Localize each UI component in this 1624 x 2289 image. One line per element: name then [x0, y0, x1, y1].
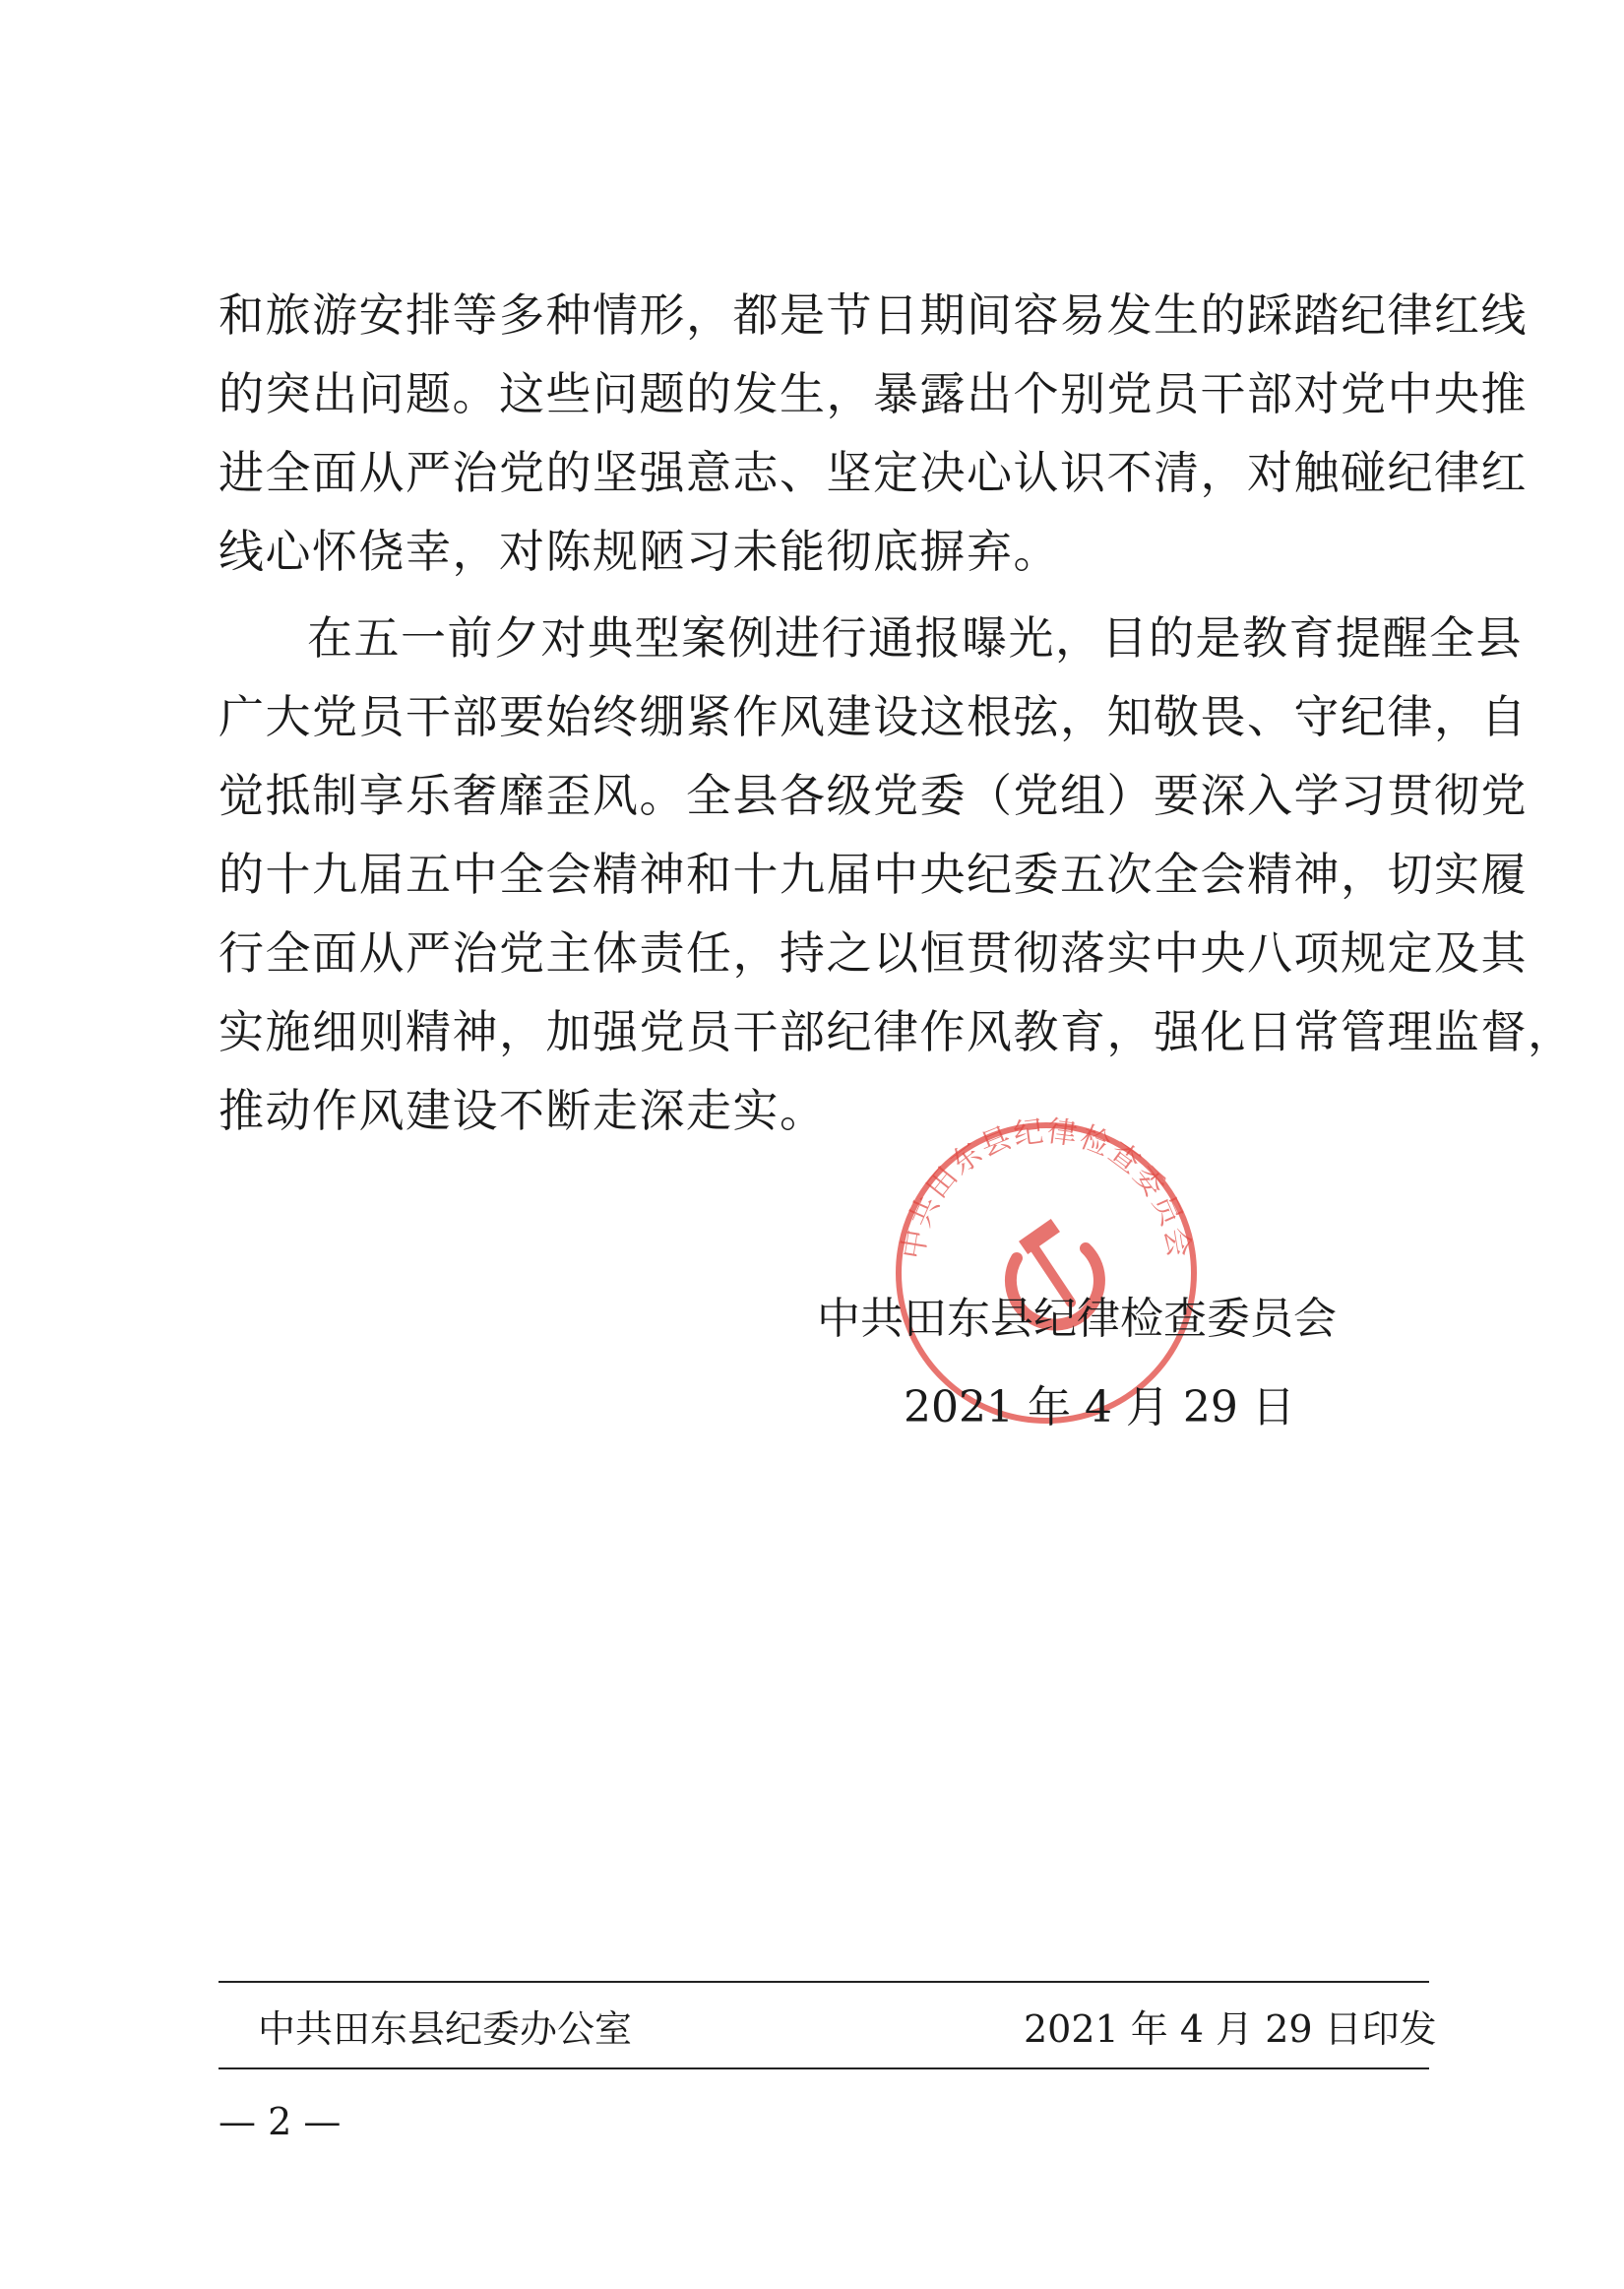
body-line-2: 的突出问题。这些问题的发生，暴露出个别党员干部对党中央推	[219, 367, 1528, 420]
footer-bottom-rule	[219, 2067, 1429, 2069]
body-line-4: 线心怀侥幸，对陈规陋习未能彻底摒弃。	[219, 525, 1060, 578]
signature-org: 中共田东县纪律检查委员会	[817, 1294, 1337, 1344]
footer-issuer: 中共田东县纪委办公室	[258, 2007, 633, 2051]
footer-top-rule	[219, 1981, 1429, 1983]
body-line-5: 在五一前夕对典型案例进行通报曝光，目的是教育提醒全县	[307, 611, 1523, 665]
seal-text: 中共田东县纪律检查委员会	[896, 1113, 1197, 1262]
body-line-11: 推动作风建设不断走深走实。	[219, 1084, 827, 1137]
page-number: — 2 —	[219, 2100, 342, 2143]
signature-date: 2021 年 4 月 29 日	[904, 1382, 1295, 1432]
body-line-1: 和旅游安排等多种情形，都是节日期间容易发生的踩踏纪律红线	[219, 288, 1528, 342]
footer-issue-date: 2021 年 4 月 29 日印发	[1024, 2007, 1437, 2051]
body-line-6: 广大党员干部要始终绷紧作风建设这根弦，知敬畏、守纪律，自	[219, 690, 1528, 743]
body-line-3: 进全面从严治党的坚强意志、坚定决心认识不清，对触碰纪律红	[219, 446, 1528, 499]
body-line-10: 实施细则精神，加强党员干部纪律作风教育，强化日常管理监督，	[219, 1005, 1575, 1058]
body-line-9: 行全面从严治党主体责任，持之以恒贯彻落实中央八项规定及其	[219, 926, 1528, 980]
body-line-7: 觉抵制享乐奢靡歪风。全县各级党委（党组）要深入学习贯彻党	[219, 769, 1528, 822]
body-line-8: 的十九届五中全会精神和十九届中央纪委五次全会精神，切实履	[219, 848, 1528, 901]
